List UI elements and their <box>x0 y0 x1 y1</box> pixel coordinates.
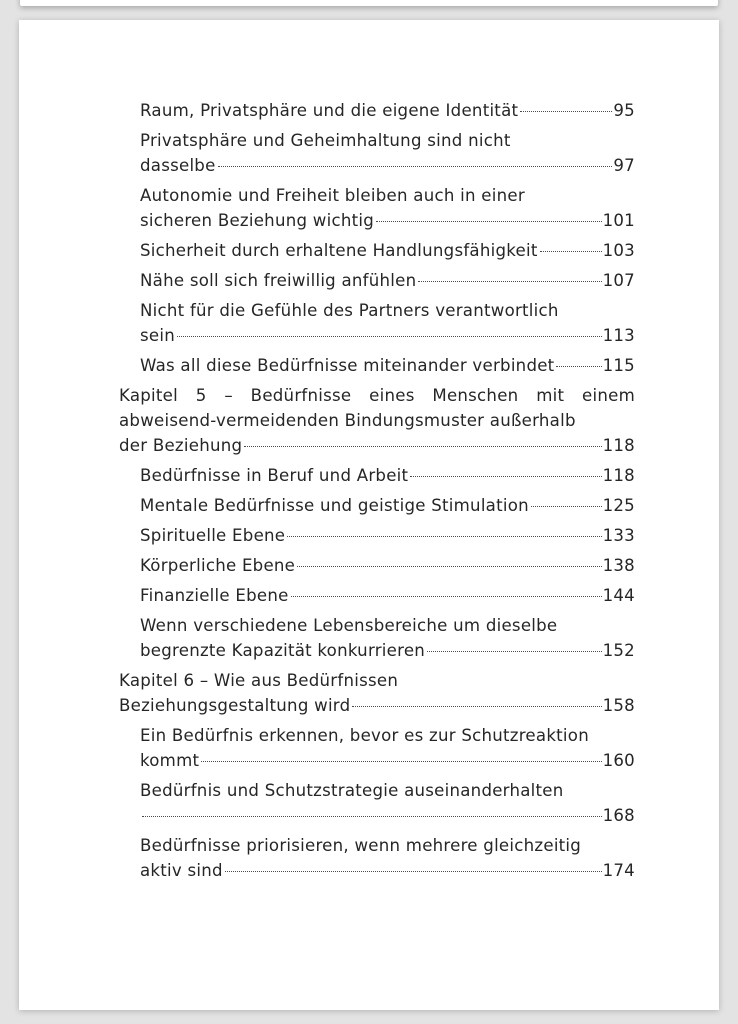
toc-entry[interactable] <box>140 463 635 488</box>
toc-entry-line <box>119 693 635 718</box>
dot-leader <box>291 596 602 597</box>
page-number: 125 <box>602 496 635 515</box>
toc-entry-line <box>140 858 635 883</box>
toc-entry[interactable] <box>140 238 635 263</box>
toc-entry[interactable] <box>140 298 635 348</box>
toc-entry-title-end: Körperliche Ebene <box>140 556 296 575</box>
page-number: 160 <box>602 751 635 770</box>
dot-leader <box>418 281 601 282</box>
toc-entry[interactable] <box>140 128 635 178</box>
toc-entry-title-end: kommt <box>140 751 200 770</box>
page-number: 158 <box>602 696 635 715</box>
dot-leader <box>201 761 601 762</box>
toc-entry-title-end: Sicherheit durch erhaltene Handlungsfähigkeit <box>140 241 538 260</box>
toc-entry-title-end: Mentale Bedürfnisse und geistige Stimulation <box>140 496 529 515</box>
toc-entry-line <box>140 323 635 348</box>
page-number: 118 <box>602 436 635 455</box>
toc-entry[interactable] <box>140 523 635 548</box>
toc-entry-line <box>140 523 635 548</box>
toc-entry-title: Ein Bedürfnis erkennen, bevor es zur Schutzreaktion <box>140 726 589 745</box>
previous-page-edge <box>20 0 718 6</box>
toc-entry-line <box>140 583 635 608</box>
dot-leader <box>376 221 602 222</box>
dot-leader <box>297 566 601 567</box>
toc-entry-line <box>140 748 635 773</box>
toc-entry-title-end: begrenzte Kapazität konkurrieren <box>140 641 426 660</box>
page-number: 133 <box>602 526 635 545</box>
toc-entry-line <box>140 493 635 518</box>
page-number: 118 <box>602 466 635 485</box>
toc-entry-line <box>140 803 635 828</box>
page-number: 168 <box>602 806 635 825</box>
dot-leader <box>410 476 601 477</box>
page-number: 113 <box>602 326 635 345</box>
toc-entry-title-end: Bedürfnisse in Beruf und Arbeit <box>140 466 409 485</box>
toc-entry-line <box>140 268 635 293</box>
dot-leader <box>225 871 602 872</box>
dot-leader <box>352 706 601 707</box>
toc-entry-line <box>140 353 635 378</box>
toc-entry-title: Kapitel 6 – Wie aus Bedürfnissen <box>119 671 399 690</box>
toc-entry[interactable] <box>140 183 635 233</box>
dot-leader <box>540 251 602 252</box>
toc-chapter[interactable] <box>119 668 635 718</box>
toc-entry-title: Privatsphäre und Geheimhaltung sind nicht <box>140 131 511 150</box>
dot-leader <box>427 651 602 652</box>
book-page <box>19 20 719 1010</box>
toc-entry-line <box>140 463 635 488</box>
toc-entry[interactable] <box>140 583 635 608</box>
dot-leader <box>244 446 601 447</box>
toc-entry-line <box>140 553 635 578</box>
toc-entry-line <box>140 238 635 263</box>
page-number: 144 <box>602 586 635 605</box>
toc-entry[interactable] <box>140 613 635 663</box>
toc-entry-title-end: Beziehungsgestaltung wird <box>119 696 351 715</box>
toc-entry-title: Bedürfnis und Schutzstrategie auseinanderhalten <box>140 781 564 800</box>
toc-entry-title-end: Finanzielle Ebene <box>140 586 289 605</box>
page-number: 97 <box>613 156 635 175</box>
toc-entry[interactable] <box>140 778 635 828</box>
toc-entry[interactable] <box>140 98 635 123</box>
toc-entry-title: Wenn verschiedene Lebensbereiche um dieselbe <box>140 616 558 635</box>
toc-entry-title-end: dasselbe <box>140 156 216 175</box>
page-number: 107 <box>602 271 635 290</box>
toc-entry-title: Kapitel 5 – Bedürfnisse eines Menschen mit einem abweisend-vermeidenden Bindungsmuster außerhalb <box>119 386 635 430</box>
page-number: 101 <box>602 211 635 230</box>
toc-entry-line <box>140 153 635 178</box>
toc-entry-line <box>119 433 635 458</box>
toc-entry[interactable] <box>140 553 635 578</box>
toc-entry[interactable] <box>140 353 635 378</box>
dot-leader <box>177 336 602 337</box>
dot-leader <box>287 536 601 537</box>
toc-entry[interactable] <box>140 833 635 883</box>
page-number: 174 <box>602 861 635 880</box>
dot-leader <box>142 816 602 817</box>
page-number: 95 <box>613 101 635 120</box>
dot-leader <box>218 166 613 167</box>
toc-entry-title: Bedürfnisse priorisieren, wenn mehrere gleichzeitig <box>140 836 582 855</box>
toc-entry[interactable] <box>140 493 635 518</box>
toc-entry-title-end: der Beziehung <box>119 436 243 455</box>
dot-leader <box>520 111 612 112</box>
toc-entry-line <box>140 98 635 123</box>
toc-entry-title-end: aktiv sind <box>140 861 223 880</box>
toc-entry-title: Nicht für die Gefühle des Partners verantwortlich <box>140 301 559 320</box>
toc-entry-title-end: sicheren Beziehung wichtig <box>140 211 375 230</box>
page-number: 152 <box>602 641 635 660</box>
dot-leader <box>531 506 602 507</box>
toc-entry-title-end: Raum, Privatsphäre und die eigene Identität <box>140 101 519 120</box>
toc-chapter[interactable] <box>119 383 635 458</box>
page-number: 115 <box>602 356 635 375</box>
toc-entry-title: Autonomie und Freiheit bleiben auch in einer <box>140 186 525 205</box>
dot-leader <box>556 366 601 367</box>
toc-entry-title-end: sein <box>140 326 175 345</box>
toc-entry[interactable] <box>140 723 635 773</box>
toc-entry[interactable] <box>140 268 635 293</box>
toc-entry-line <box>140 208 635 233</box>
page-number: 138 <box>602 556 635 575</box>
table-of-contents <box>119 98 635 888</box>
toc-entry-title-end: Was all diese Bedürfnisse miteinander verbindet <box>140 356 555 375</box>
toc-entry-line <box>140 638 635 663</box>
page-number: 103 <box>602 241 635 260</box>
toc-entry-title-end: Spirituelle Ebene <box>140 526 286 545</box>
toc-entry-title-end: Nähe soll sich freiwillig anfühlen <box>140 271 417 290</box>
